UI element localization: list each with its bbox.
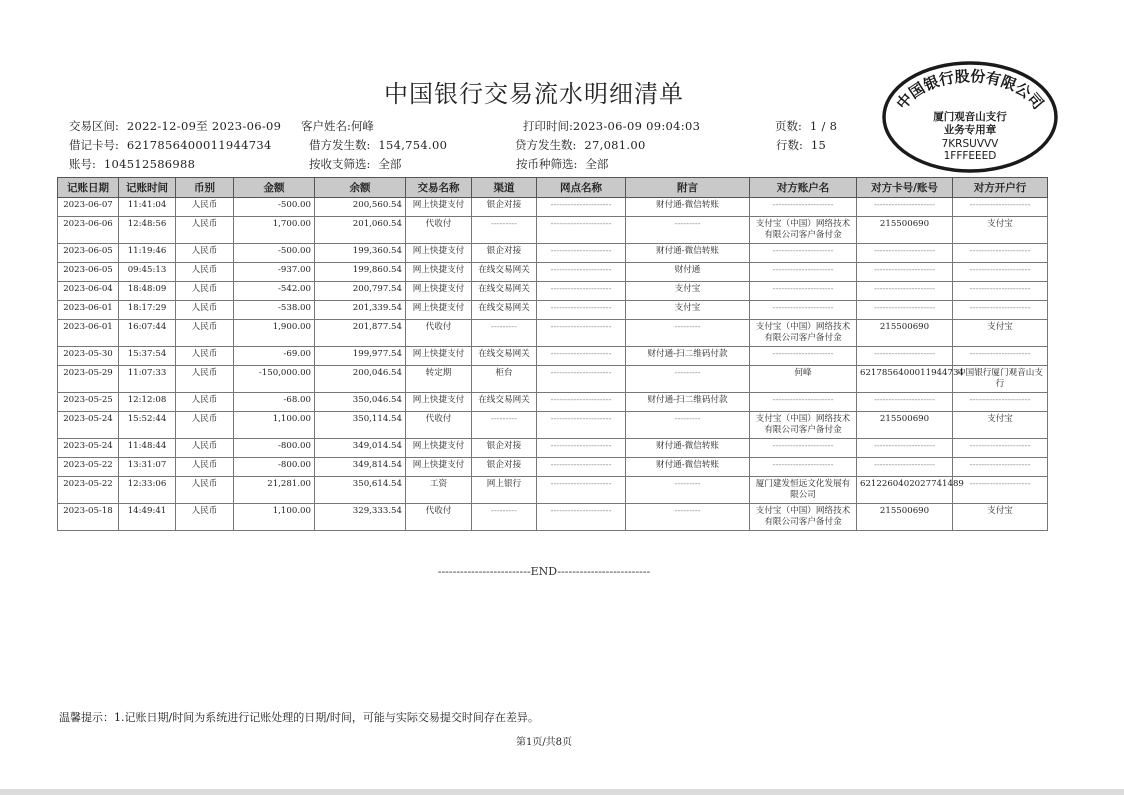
cell-counterparty-bank: --------------------- xyxy=(953,439,1048,458)
cell-txn-name: 网上快捷支付 xyxy=(406,198,472,217)
cell-counterparty-account: --------------------- xyxy=(857,198,953,217)
cell-branch: --------------------- xyxy=(537,217,626,244)
cell-currency: 人民币 xyxy=(176,301,234,320)
print-time-label: 打印时间: xyxy=(523,119,573,133)
cell-date: 2023-06-06 xyxy=(58,217,119,244)
currency-filter-value: 全部 xyxy=(585,157,609,171)
cell-channel: 在线交易网关 xyxy=(472,301,537,320)
cell-counterparty-bank: --------------------- xyxy=(953,458,1048,477)
cell-counterparty-name: --------------------- xyxy=(750,301,857,320)
cell-txn-name: 网上快捷支付 xyxy=(406,263,472,282)
table-row xyxy=(58,263,1048,282)
cell-amount: -68.00 xyxy=(234,393,315,412)
cell-counterparty-account: --------------------- xyxy=(857,263,953,282)
credit-field xyxy=(515,137,646,153)
cell-date: 2023-05-29 xyxy=(58,366,119,393)
seal-code-2: 1FFFEEED xyxy=(943,150,997,162)
cell-memo: --------- xyxy=(626,217,750,244)
cell-counterparty-bank: 中国银行厦门观音山支行 xyxy=(953,366,1048,393)
column-header-time: 记账时间 xyxy=(119,178,176,198)
cell-txn-name: 代收付 xyxy=(406,217,472,244)
cell-time: 11:41:04 xyxy=(119,198,176,217)
cell-balance: 200,560.54 xyxy=(315,198,406,217)
cell-currency: 人民币 xyxy=(176,439,234,458)
cell-currency: 人民币 xyxy=(176,347,234,366)
cell-channel: 银企对接 xyxy=(472,439,537,458)
seal-purpose-text: 业务专用章 xyxy=(943,124,997,136)
card-label: 借记卡号: xyxy=(69,138,119,152)
inout-filter-value: 全部 xyxy=(378,157,402,171)
cell-time: 13:31:07 xyxy=(119,458,176,477)
cell-counterparty-name: --------------------- xyxy=(750,458,857,477)
cell-time: 14:49:41 xyxy=(119,504,176,531)
rows-label: 行数: xyxy=(776,138,803,152)
cell-memo: --------- xyxy=(626,477,750,504)
cell-branch: --------------------- xyxy=(537,301,626,320)
cell-date: 2023-05-22 xyxy=(58,458,119,477)
account-value: 104512586988 xyxy=(103,157,196,171)
cell-counterparty-account: 215500690 xyxy=(857,320,953,347)
cell-channel: 银企对接 xyxy=(472,198,537,217)
currency-filter-field xyxy=(516,156,608,172)
cell-time: 11:07:33 xyxy=(119,366,176,393)
cell-memo: 支付宝 xyxy=(626,301,750,320)
cell-memo: 财付通-微信转账 xyxy=(626,244,750,263)
cell-txn-name: 网上快捷支付 xyxy=(406,347,472,366)
table-row xyxy=(58,366,1048,393)
cell-counterparty-name: --------------------- xyxy=(750,393,857,412)
seal-branch-text: 厦门观音山支行 xyxy=(933,111,1007,123)
cell-amount: -500.00 xyxy=(234,198,315,217)
column-header-counterparty-account: 对方卡号/账号 xyxy=(857,178,953,198)
cell-counterparty-name: 支付宝（中国）网络技术有限公司客户备付金 xyxy=(750,320,857,347)
cell-amount: -800.00 xyxy=(234,458,315,477)
cell-memo: 财付通-微信转账 xyxy=(626,458,750,477)
cell-balance: 350,114.54 xyxy=(315,412,406,439)
card-field xyxy=(69,137,272,153)
rows-value: 15 xyxy=(810,138,827,152)
cell-currency: 人民币 xyxy=(176,244,234,263)
bottom-scan-band xyxy=(0,789,1124,795)
cell-branch: --------------------- xyxy=(537,320,626,347)
cell-counterparty-account: --------------------- xyxy=(857,347,953,366)
cell-txn-name: 网上快捷支付 xyxy=(406,244,472,263)
cell-counterparty-name: 何峰 xyxy=(750,366,857,393)
cell-counterparty-bank: --------------------- xyxy=(953,477,1048,504)
cell-txn-name: 转定期 xyxy=(406,366,472,393)
cell-branch: --------------------- xyxy=(537,347,626,366)
cell-counterparty-account: --------------------- xyxy=(857,458,953,477)
cell-date: 2023-06-01 xyxy=(58,320,119,347)
cell-balance: 200,046.54 xyxy=(315,366,406,393)
cell-branch: --------------------- xyxy=(537,263,626,282)
cell-counterparty-name: --------------------- xyxy=(750,244,857,263)
cell-time: 15:37:54 xyxy=(119,347,176,366)
table-row xyxy=(58,458,1048,477)
cell-balance: 201,060.54 xyxy=(315,217,406,244)
table-row xyxy=(58,439,1048,458)
cell-date: 2023-06-05 xyxy=(58,263,119,282)
cell-channel: 网上银行 xyxy=(472,477,537,504)
cell-date: 2023-06-04 xyxy=(58,282,119,301)
cell-date: 2023-05-24 xyxy=(58,439,119,458)
customer-value: 何峰 xyxy=(350,119,374,133)
table-row xyxy=(58,477,1048,504)
table-row xyxy=(58,301,1048,320)
cell-time: 15:52:44 xyxy=(119,412,176,439)
print-time-field xyxy=(523,118,700,134)
cell-date: 2023-06-07 xyxy=(58,198,119,217)
cell-counterparty-name: --------------------- xyxy=(750,347,857,366)
period-field xyxy=(69,118,281,134)
cell-counterparty-bank: 支付宝 xyxy=(953,320,1048,347)
cell-branch: --------------------- xyxy=(537,439,626,458)
column-header-date: 记账日期 xyxy=(58,178,119,198)
column-header-counterparty-bank: 对方开户行 xyxy=(953,178,1048,198)
table-header-row xyxy=(58,178,1048,198)
table-row xyxy=(58,347,1048,366)
cell-channel: 在线交易网关 xyxy=(472,393,537,412)
cell-counterparty-bank: --------------------- xyxy=(953,393,1048,412)
cell-time: 18:17:29 xyxy=(119,301,176,320)
cell-amount: 1,700.00 xyxy=(234,217,315,244)
table-row xyxy=(58,217,1048,244)
cell-amount: 1,100.00 xyxy=(234,412,315,439)
cell-memo: --------- xyxy=(626,366,750,393)
cell-counterparty-name: --------------------- xyxy=(750,282,857,301)
credit-value: 27,081.00 xyxy=(584,138,646,152)
cell-counterparty-bank: --------------------- xyxy=(953,301,1048,320)
page-number: 第1页/共8页 xyxy=(515,737,573,748)
print-time-value: 2023-06-09 09:04:03 xyxy=(572,119,701,133)
table-row xyxy=(58,393,1048,412)
cell-channel: 银企对接 xyxy=(472,458,537,477)
page-label: 页数: xyxy=(775,119,802,133)
cell-time: 16:07:44 xyxy=(119,320,176,347)
cell-date: 2023-06-05 xyxy=(58,244,119,263)
cell-counterparty-bank: --------------------- xyxy=(953,263,1048,282)
cell-branch: --------------------- xyxy=(537,282,626,301)
cell-amount: -69.00 xyxy=(234,347,315,366)
seal-arc-text: 中国银行股份有限公司 xyxy=(892,67,1048,113)
cell-counterparty-bank: 支付宝 xyxy=(953,217,1048,244)
cell-txn-name: 代收付 xyxy=(406,504,472,531)
cell-txn-name: 工资 xyxy=(406,477,472,504)
cell-counterparty-account: --------------------- xyxy=(857,301,953,320)
table-row xyxy=(58,412,1048,439)
inout-filter-field xyxy=(309,156,401,172)
cell-date: 2023-06-01 xyxy=(58,301,119,320)
cell-date: 2023-05-30 xyxy=(58,347,119,366)
account-label: 账号: xyxy=(69,157,96,171)
cell-memo: --------- xyxy=(626,412,750,439)
cell-balance: 349,814.54 xyxy=(315,458,406,477)
cell-memo: 财付通 xyxy=(626,263,750,282)
cell-txn-name: 网上快捷支付 xyxy=(406,439,472,458)
cell-counterparty-account: 215500690 xyxy=(857,504,953,531)
cell-amount: -150,000.00 xyxy=(234,366,315,393)
cell-counterparty-name: --------------------- xyxy=(750,439,857,458)
cell-currency: 人民币 xyxy=(176,320,234,347)
debit-field xyxy=(309,137,447,153)
column-header-balance: 余额 xyxy=(315,178,406,198)
cell-amount: 1,900.00 xyxy=(234,320,315,347)
transaction-table xyxy=(57,177,1048,531)
currency-filter-label: 按币种筛选: xyxy=(516,157,578,171)
customer-field xyxy=(301,118,374,134)
cell-balance: 201,877.54 xyxy=(315,320,406,347)
cell-currency: 人民币 xyxy=(176,366,234,393)
column-header-memo: 附言 xyxy=(626,178,750,198)
debit-value: 154,754.00 xyxy=(378,138,448,152)
seal-code-1: 7KRSUVVV xyxy=(941,138,999,150)
cell-balance: 200,797.54 xyxy=(315,282,406,301)
page-title: 中国银行交易流水明细清单 xyxy=(384,80,684,108)
cell-counterparty-bank: --------------------- xyxy=(953,198,1048,217)
bank-seal-stamp xyxy=(881,60,1059,174)
cell-channel: 银企对接 xyxy=(472,244,537,263)
cell-channel: 柜台 xyxy=(472,366,537,393)
account-field xyxy=(69,156,195,172)
cell-amount: -800.00 xyxy=(234,439,315,458)
cell-currency: 人民币 xyxy=(176,282,234,301)
credit-label: 贷方发生数: xyxy=(515,138,577,152)
cell-counterparty-name: 支付宝（中国）网络技术有限公司客户备付金 xyxy=(750,504,857,531)
cell-channel: 在线交易网关 xyxy=(472,347,537,366)
column-header-currency: 币别 xyxy=(176,178,234,198)
cell-counterparty-name: --------------------- xyxy=(750,263,857,282)
table-row xyxy=(58,320,1048,347)
customer-label: 客户姓名: xyxy=(301,119,351,133)
cell-memo: 财付通-扫二维码付款 xyxy=(626,393,750,412)
end-marker: -------------------------END------------------------- xyxy=(437,565,651,578)
cell-currency: 人民币 xyxy=(176,477,234,504)
cell-branch: --------------------- xyxy=(537,366,626,393)
period-value: 2022-12-09至 2023-06-09 xyxy=(126,119,282,133)
column-header-branch: 网点名称 xyxy=(537,178,626,198)
cell-counterparty-account: 215500690 xyxy=(857,217,953,244)
cell-counterparty-account: --------------------- xyxy=(857,393,953,412)
cell-time: 12:33:06 xyxy=(119,477,176,504)
period-label: 交易区间: xyxy=(69,119,119,133)
cell-memo: --------- xyxy=(626,504,750,531)
cell-counterparty-account: 6217856400011944734 xyxy=(857,366,953,393)
cell-channel: --------- xyxy=(472,504,537,531)
cell-memo: 支付宝 xyxy=(626,282,750,301)
cell-counterparty-bank: --------------------- xyxy=(953,347,1048,366)
cell-balance: 199,977.54 xyxy=(315,347,406,366)
cell-counterparty-bank: 支付宝 xyxy=(953,504,1048,531)
cell-balance: 201,339.54 xyxy=(315,301,406,320)
cell-date: 2023-05-25 xyxy=(58,393,119,412)
table-row xyxy=(58,504,1048,531)
table-row xyxy=(58,244,1048,263)
page-field xyxy=(775,118,837,134)
cell-amount: -542.00 xyxy=(234,282,315,301)
cell-amount: -937.00 xyxy=(234,263,315,282)
cell-branch: --------------------- xyxy=(537,458,626,477)
cell-counterparty-bank: --------------------- xyxy=(953,282,1048,301)
cell-branch: --------------------- xyxy=(537,504,626,531)
cell-txn-name: 代收付 xyxy=(406,412,472,439)
cell-branch: --------------------- xyxy=(537,198,626,217)
inout-filter-label: 按收支筛选: xyxy=(309,157,371,171)
cell-currency: 人民币 xyxy=(176,412,234,439)
table-row xyxy=(58,282,1048,301)
cell-balance: 199,360.54 xyxy=(315,244,406,263)
column-header-counterparty-name: 对方账户名 xyxy=(750,178,857,198)
cell-currency: 人民币 xyxy=(176,504,234,531)
cell-currency: 人民币 xyxy=(176,458,234,477)
cell-branch: --------------------- xyxy=(537,477,626,504)
cell-amount: 1,100.00 xyxy=(234,504,315,531)
cell-time: 11:48:44 xyxy=(119,439,176,458)
cell-counterparty-account: 215500690 xyxy=(857,412,953,439)
cell-channel: --------- xyxy=(472,320,537,347)
cell-currency: 人民币 xyxy=(176,217,234,244)
cell-memo: 财付通-微信转账 xyxy=(626,198,750,217)
cell-time: 12:48:56 xyxy=(119,217,176,244)
cell-channel: 在线交易网关 xyxy=(472,263,537,282)
table-row xyxy=(58,198,1048,217)
cell-txn-name: 代收付 xyxy=(406,320,472,347)
cell-balance: 199,860.54 xyxy=(315,263,406,282)
cell-date: 2023-05-22 xyxy=(58,477,119,504)
cell-counterparty-account: 6212260402027741489 xyxy=(857,477,953,504)
debit-label: 借方发生数: xyxy=(309,138,371,152)
cell-currency: 人民币 xyxy=(176,393,234,412)
cell-currency: 人民币 xyxy=(176,263,234,282)
cell-branch: --------------------- xyxy=(537,412,626,439)
cell-memo: 财付通-扫二维码付款 xyxy=(626,347,750,366)
column-header-channel: 渠道 xyxy=(472,178,537,198)
rows-field xyxy=(776,137,826,153)
cell-amount: -538.00 xyxy=(234,301,315,320)
cell-date: 2023-05-18 xyxy=(58,504,119,531)
page-value: 1 / 8 xyxy=(809,119,838,133)
cell-counterparty-name: 厦门建发恒远文化发展有限公司 xyxy=(750,477,857,504)
cell-balance: 350,614.54 xyxy=(315,477,406,504)
cell-channel: --------- xyxy=(472,217,537,244)
page-break-residue xyxy=(388,544,668,550)
cell-channel: --------- xyxy=(472,412,537,439)
cell-counterparty-bank: 支付宝 xyxy=(953,412,1048,439)
cell-balance: 350,046.54 xyxy=(315,393,406,412)
cell-memo: --------- xyxy=(626,320,750,347)
footer-note: 温馨提示：1.记账日期/时间为系统进行记账处理的日期/时间，可能与实际交易提交时间存在差异。 xyxy=(59,711,539,724)
cell-txn-name: 网上快捷支付 xyxy=(406,393,472,412)
cell-txn-name: 网上快捷支付 xyxy=(406,458,472,477)
cell-counterparty-account: --------------------- xyxy=(857,282,953,301)
cell-currency: 人民币 xyxy=(176,198,234,217)
cell-counterparty-name: --------------------- xyxy=(750,198,857,217)
cell-amount: -500.00 xyxy=(234,244,315,263)
cell-balance: 329,333.54 xyxy=(315,504,406,531)
cell-branch: --------------------- xyxy=(537,244,626,263)
cell-balance: 349,014.54 xyxy=(315,439,406,458)
cell-counterparty-bank: --------------------- xyxy=(953,244,1048,263)
cell-memo: 财付通-微信转账 xyxy=(626,439,750,458)
column-header-amount: 金额 xyxy=(234,178,315,198)
cell-channel: 在线交易网关 xyxy=(472,282,537,301)
cell-counterparty-name: 支付宝（中国）网络技术有限公司客户备付金 xyxy=(750,217,857,244)
cell-time: 18:48:09 xyxy=(119,282,176,301)
cell-time: 12:12:08 xyxy=(119,393,176,412)
cell-time: 09:45:13 xyxy=(119,263,176,282)
table-body xyxy=(58,198,1048,531)
cell-amount: 21,281.00 xyxy=(234,477,315,504)
cell-txn-name: 网上快捷支付 xyxy=(406,282,472,301)
card-value: 6217856400011944734 xyxy=(126,138,272,152)
cell-date: 2023-05-24 xyxy=(58,412,119,439)
cell-branch: --------------------- xyxy=(537,393,626,412)
cell-txn-name: 网上快捷支付 xyxy=(406,301,472,320)
cell-counterparty-account: --------------------- xyxy=(857,244,953,263)
cell-counterparty-name: 支付宝（中国）网络技术有限公司客户备付金 xyxy=(750,412,857,439)
cell-counterparty-account: --------------------- xyxy=(857,439,953,458)
cell-time: 11:19:46 xyxy=(119,244,176,263)
column-header-txn-name: 交易名称 xyxy=(406,178,472,198)
